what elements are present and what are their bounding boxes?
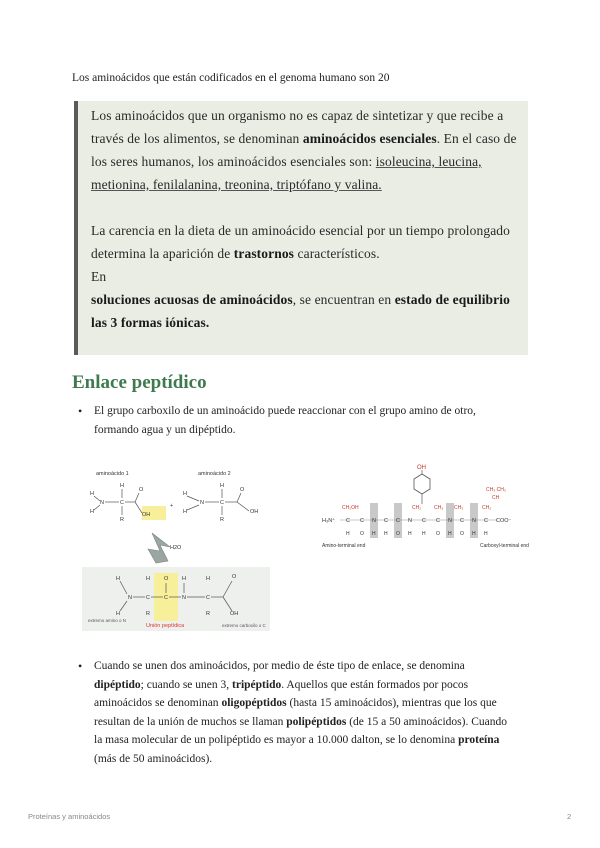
carboxyl-terminal-label: Carboxyl-terminal end <box>480 543 529 549</box>
svg-text:H: H <box>422 531 426 537</box>
callout-paragraph-1: Los aminoácidos que un organismo no es capaz de sintetizar y que recibe a través de los alimentos, se denominan aminoácidos esenciales. En el caso de los seres humanos, los aminoácidos esenciales son: isoleucina, leucina, metionina, fenilalanina, treonina, triptófano y valina. <box>91 108 517 192</box>
term-dipeptido: dipéptido <box>94 678 141 691</box>
svg-text:CH₃: CH₃ <box>434 505 444 511</box>
svg-text:C: C <box>346 518 350 524</box>
polypeptide-chain-diagram <box>318 458 529 558</box>
term-tripeptido: tripéptido <box>232 678 282 691</box>
svg-text:H: H <box>183 509 187 515</box>
amino-terminal-label: Amino-terminal end <box>322 543 366 549</box>
svg-text:C: C <box>484 518 488 524</box>
term-proteina: proteína <box>458 734 500 746</box>
term-polipeptidos: polipéptidos <box>286 715 347 728</box>
svg-text:N: N <box>182 595 186 601</box>
reaction-arrow-icon <box>148 533 170 563</box>
svg-text:H: H <box>448 531 452 537</box>
svg-text:H: H <box>206 576 210 582</box>
svg-text:+: + <box>170 503 174 509</box>
svg-text:R: R <box>220 517 224 523</box>
svg-text:H: H <box>220 483 224 489</box>
svg-text:H: H <box>183 491 187 497</box>
svg-text:H: H <box>116 576 120 582</box>
svg-text:H: H <box>372 531 376 537</box>
callout-paragraph-2: La carencia en la dieta de un aminoácido esencial por un tiempo prolongado determina la aparición de trastornos característicos. <box>91 223 510 261</box>
svg-text:C: C <box>360 518 364 524</box>
svg-text:O: O <box>396 531 400 537</box>
list-item: • El grupo carboxilo de un aminoácido puede reaccionar con el grupo amino de otro, formando agua y un dipéptido. <box>72 402 512 439</box>
backbone-substituents <box>346 531 488 537</box>
term-oligopeptidos: oligopéptidos <box>221 697 287 709</box>
svg-text:C: C <box>206 595 210 601</box>
svg-text:CH₃: CH₃ <box>454 505 464 511</box>
peptide-bond-formation-diagram <box>82 463 272 638</box>
c-terminal-label: extremo carboxilo o C <box>222 623 266 628</box>
svg-text:OH: OH <box>230 611 239 617</box>
svg-text:C: C <box>146 595 150 601</box>
svg-text:N: N <box>128 595 132 601</box>
svg-text:H: H <box>484 531 488 537</box>
side-chain-labels <box>342 487 506 511</box>
svg-text:CH₂: CH₂ <box>412 505 422 511</box>
svg-text:N: N <box>472 518 476 524</box>
svg-text:C: C <box>396 518 400 524</box>
svg-text:CH₂OH: CH₂OH <box>342 505 359 511</box>
svg-text:R: R <box>120 517 124 523</box>
svg-text:N: N <box>448 518 452 524</box>
svg-text:OH: OH <box>142 512 151 518</box>
bullet-list-1 <box>72 402 512 439</box>
page-number: 2 <box>567 812 572 821</box>
svg-text:N: N <box>100 500 104 506</box>
svg-text:H: H <box>408 531 412 537</box>
svg-text:H: H <box>90 509 94 515</box>
label-aminoacid-2: aminoácido 2 <box>198 471 231 477</box>
callout-paragraph-3: En soluciones acuosas de aminoácidos, se encuentran en estado de equilibrio las 3 formas iónicas. <box>91 269 510 330</box>
svg-text:O: O <box>436 531 440 537</box>
backbone-atoms <box>322 517 512 524</box>
svg-text:H: H <box>90 491 94 497</box>
bullet-list-2 <box>72 657 512 768</box>
peptide-bond-label: Unión peptídica <box>146 623 185 629</box>
reactant-structures <box>90 483 258 523</box>
svg-text:CH: CH <box>492 495 500 501</box>
hydroxyl-label: OH <box>417 465 426 471</box>
svg-text:H: H <box>116 611 120 617</box>
svg-text:OH: OH <box>250 509 259 515</box>
svg-text:O: O <box>164 576 169 582</box>
svg-text:C: C <box>460 518 464 524</box>
water-label: H2O <box>170 545 182 551</box>
footer-title: Proteínas y aminoácidos <box>28 812 111 821</box>
svg-text:N: N <box>200 500 204 506</box>
svg-text:O: O <box>139 487 144 493</box>
n-terminal-label: extremo amino o N <box>88 618 127 623</box>
term-trastornos: trastornos <box>233 246 295 261</box>
svg-text:CH₂: CH₂ <box>482 505 492 511</box>
essential-amino-acid-list: isoleucina, leucina, metionina, fenilalanina, treonina, triptófano y valina. <box>91 154 482 192</box>
term-soluciones-acuosas: soluciones acuosas de aminoácidos <box>91 292 293 307</box>
svg-text:O: O <box>360 531 364 537</box>
phenol-ring-icon <box>414 474 430 494</box>
svg-text:COO⁻: COO⁻ <box>496 518 512 524</box>
svg-text:O: O <box>460 531 464 537</box>
svg-text:O: O <box>232 574 237 580</box>
svg-text:C: C <box>436 518 440 524</box>
svg-text:N: N <box>372 518 376 524</box>
svg-text:H: H <box>384 531 388 537</box>
svg-text:C: C <box>120 500 124 506</box>
label-aminoacid-1: aminoácido 1 <box>96 471 129 477</box>
intro-text: Los aminoácidos que están codificados en el genoma humano son 20 <box>72 72 390 84</box>
term-aminoacidos-esenciales: aminoácidos esenciales <box>302 131 437 146</box>
svg-text:CH₃ CH₃: CH₃ CH₃ <box>486 487 506 493</box>
section-title: Enlace peptídico <box>72 372 207 393</box>
svg-text:C: C <box>422 518 426 524</box>
list-item: • Cuando se unen dos aminoácidos, por medio de éste tipo de enlace, se denomina dipéptido; cuando se unen 3, tripéptido. Aquellos que están formados por pocos aminoácidos se denominan oligopéptidos (hasta 15 aminoácidos), mientras que los que resultan de la unión de muchos se llaman polipéptidos (de 15 a 50 aminoácidos). Cuando la masa molecular de un polipéptido es mayor a 10.000 dalton, se lo denomina proteína (más de 50 aminoácidos). <box>72 657 512 768</box>
svg-text:N: N <box>408 518 412 524</box>
svg-text:O: O <box>240 487 245 493</box>
svg-text:C: C <box>164 595 168 601</box>
svg-text:R: R <box>146 611 150 617</box>
svg-text:C: C <box>384 518 388 524</box>
svg-text:H: H <box>120 483 124 489</box>
svg-text:H: H <box>346 531 350 537</box>
svg-text:H: H <box>182 576 186 582</box>
svg-text:C: C <box>220 500 224 506</box>
term-estado-equilibrio: estado de equilibrio las 3 formas iónicas. <box>91 292 510 330</box>
svg-text:H₃N⁺: H₃N⁺ <box>322 518 336 524</box>
svg-text:H: H <box>146 576 150 582</box>
svg-text:H: H <box>472 531 476 537</box>
svg-text:R: R <box>206 611 210 617</box>
callout-box <box>74 101 528 355</box>
